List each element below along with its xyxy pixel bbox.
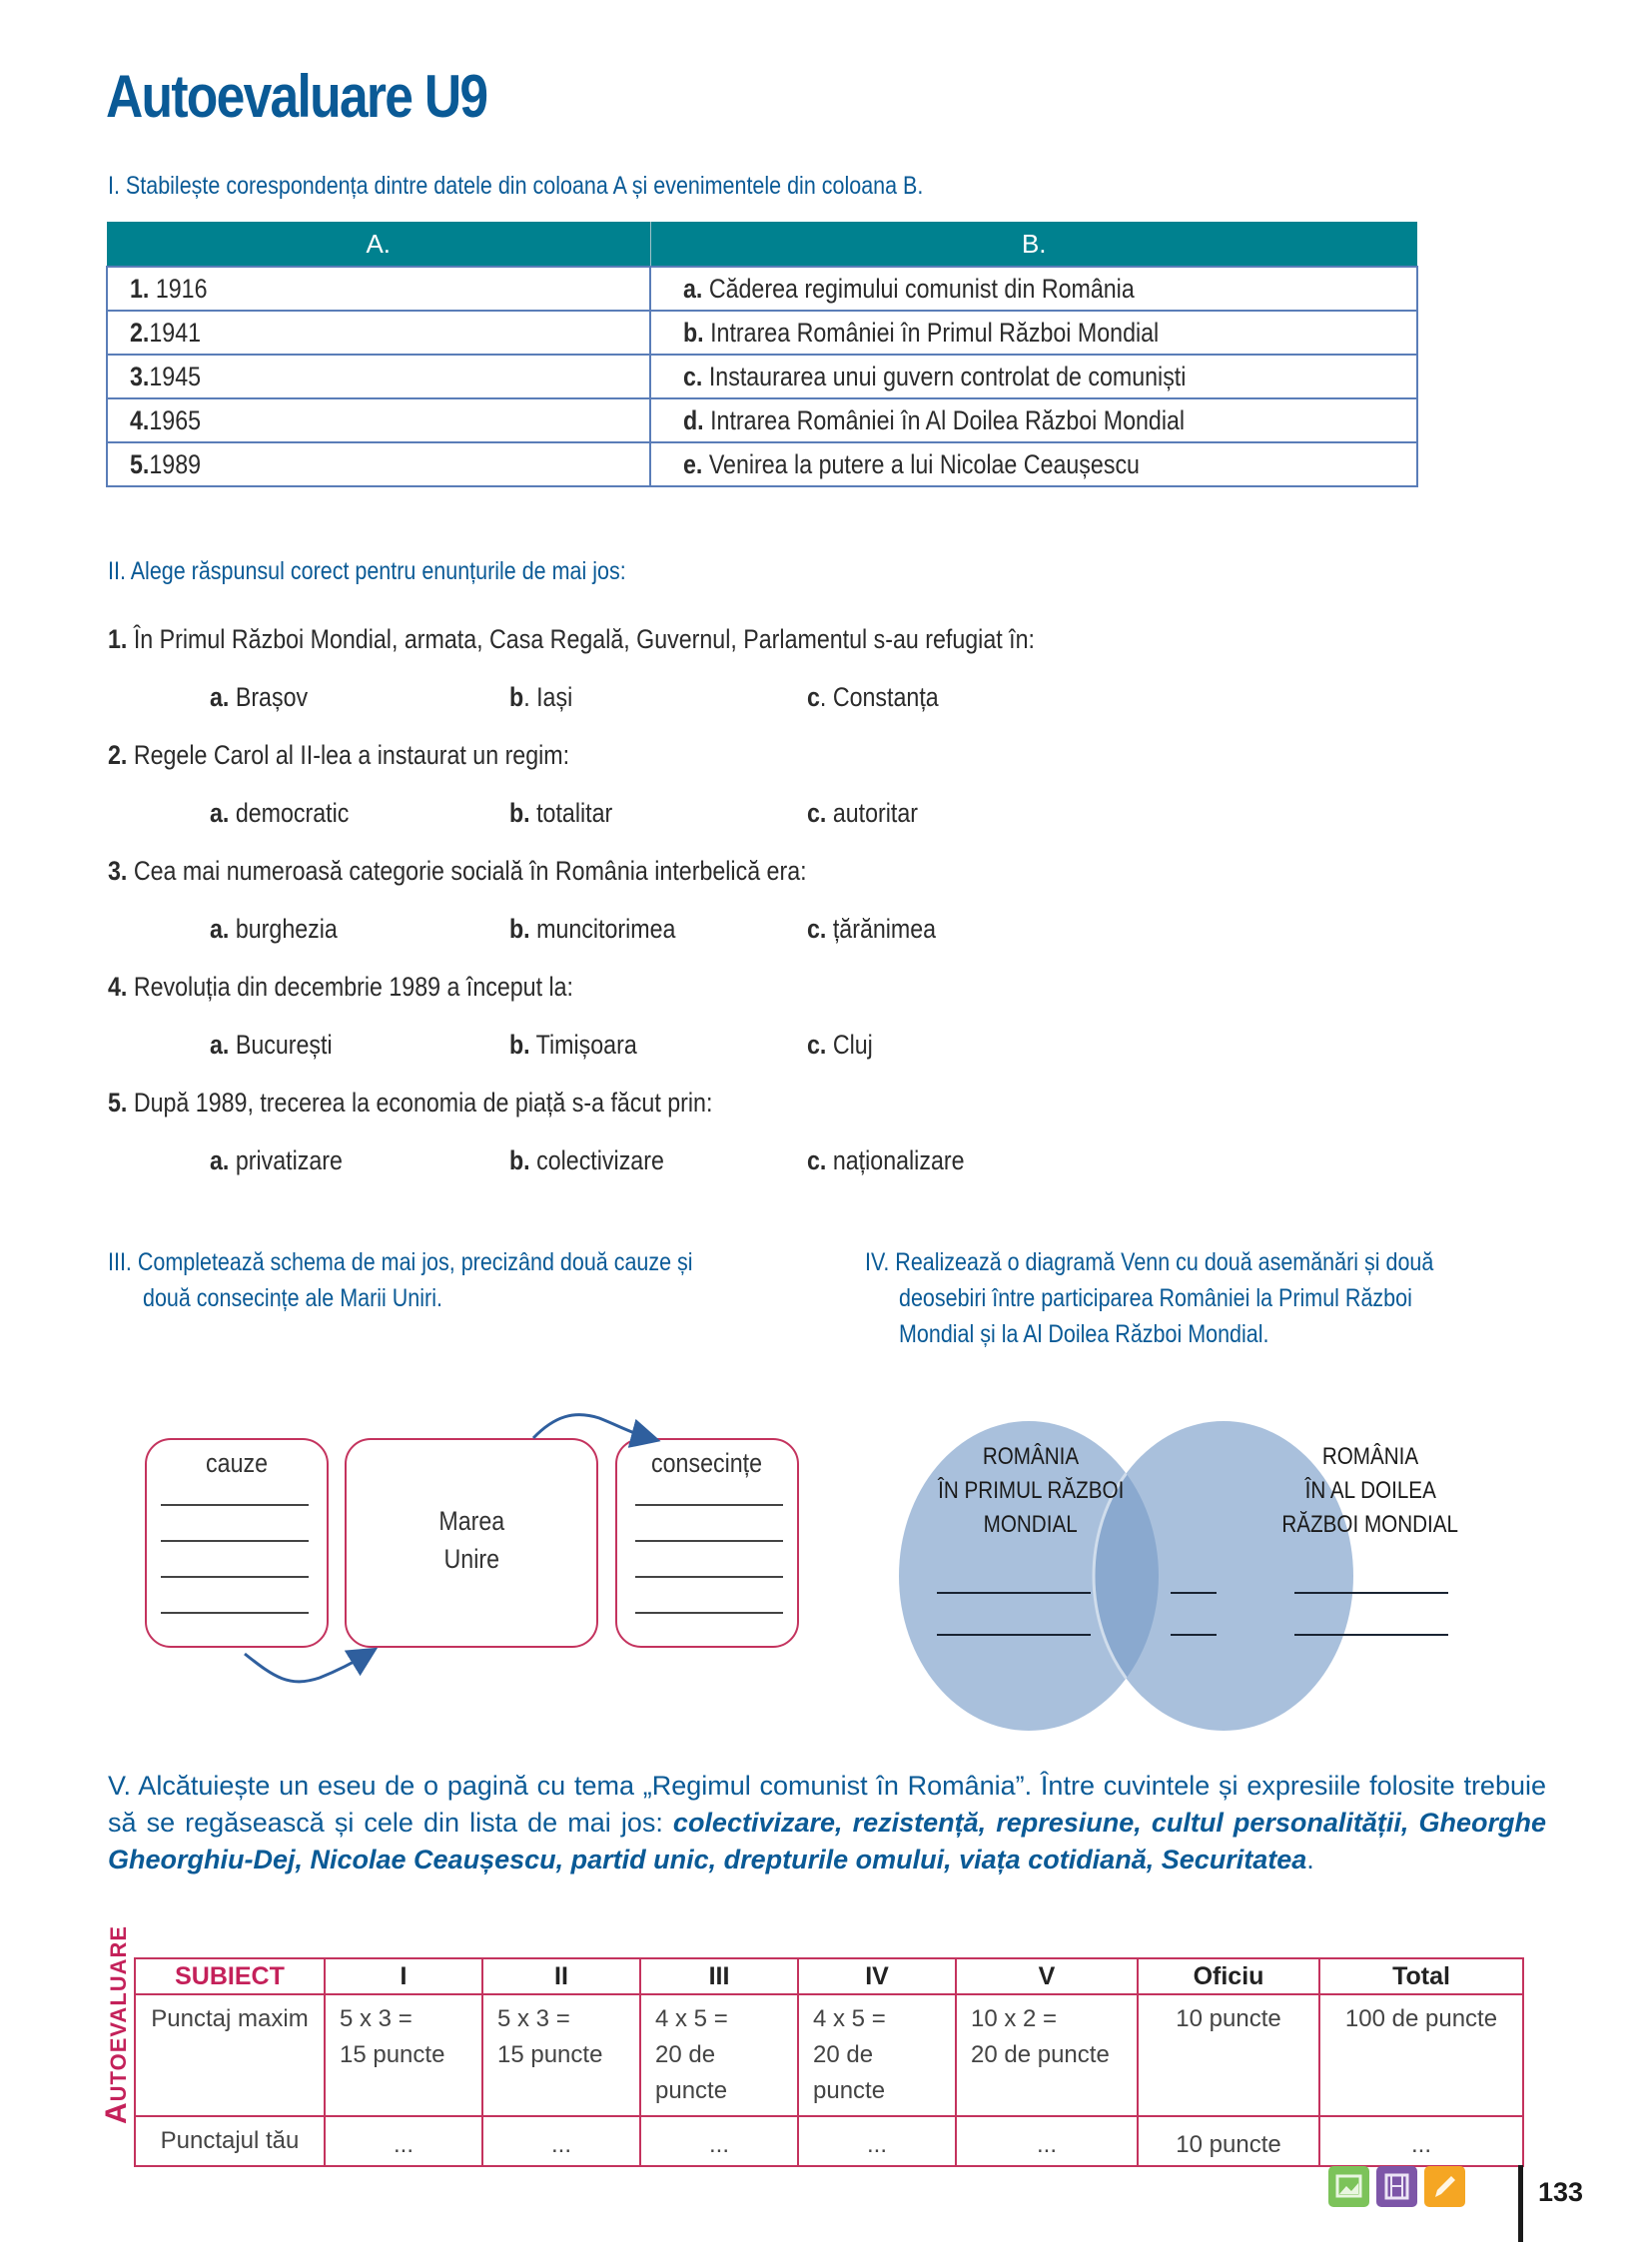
consequences-label: consecințe <box>651 1448 763 1478</box>
question-3: 3. Cea mai numeroasă categorie socială în România interbelică era: <box>108 856 807 886</box>
venn-right-label: ROMÂNIA ÎN AL DOILEA RĂZBOI MONDIAL <box>1281 1443 1459 1538</box>
question-4: 4. Revoluția din decembrie 1989 a început la: <box>108 972 574 1002</box>
score-table <box>134 1957 1524 2167</box>
page-number-divider <box>1518 2165 1523 2242</box>
column-a-header: A. <box>107 222 650 267</box>
venn-right-answer-line[interactable] <box>1294 1592 1448 1594</box>
great-union-label-line-2: Unire <box>443 1544 499 1574</box>
header-v: V <box>956 1958 1138 1994</box>
header-i: I <box>325 1958 482 1994</box>
question-3-option-b[interactable]: b. muncitorimea <box>509 914 676 944</box>
header-subject: SUBIECT <box>135 1958 325 1994</box>
row-label: Punctajul tău <box>135 2116 325 2166</box>
year: 1989 <box>149 448 202 479</box>
year: 1941 <box>149 317 202 348</box>
your-score-cell[interactable]: ... <box>482 2116 640 2166</box>
page-title: Autoevaluare U9 <box>106 63 487 130</box>
venn-common-answer-line[interactable] <box>1171 1634 1217 1636</box>
essay-intro: V. Alcătuiește un eseu de o pagină cu tema „Regimul comunist în România”. Între cuvintele și expresiile folosite trebuie să se regăsească și cele din lista de mai jos: <box>108 1771 1546 1838</box>
question-1: 1. În Primul Război Mondial, armata, Casa Regală, Guvernul, Parlamentul s-au refugiat în: <box>108 624 1035 654</box>
your-score-cell[interactable]: ... <box>325 2116 482 2166</box>
row-label: Punctaj maxim <box>135 1994 325 2116</box>
section-2-heading: II. Alege răspunsul corect pentru enunțurile de mai jos: <box>108 557 626 585</box>
section-3-heading-line-1: III. Completează schema de mai jos, precizând două cauze și <box>108 1248 693 1276</box>
your-score-cell[interactable]: ... <box>956 2116 1138 2166</box>
year: 1965 <box>149 404 202 435</box>
event-text: Căderea regimului comunist din România <box>708 273 1135 304</box>
section-1-heading: I. Stabilește corespondența dintre datele din coloana A și evenimentele din coloana B. <box>108 172 924 200</box>
max-score-cell: 4 x 5 = 20 de puncte <box>798 1994 956 2116</box>
section-4-heading-line-2: deosebiri între participarea României la Primul Război <box>899 1284 1412 1312</box>
causes-label: cauze <box>206 1448 268 1478</box>
section-3-heading-line-2: două consecințe ale Marii Uniri. <box>143 1284 442 1312</box>
question-2-option-c[interactable]: c. autoritar <box>807 798 919 828</box>
arrow-causes-to-union <box>245 1654 368 1682</box>
year: 1916 <box>155 273 208 304</box>
max-score-cell: 4 x 5 = 20 de puncte <box>640 1994 798 2116</box>
event-letter: e. <box>683 448 703 479</box>
event-text: Venirea la putere a lui Nicolae Ceaușescu <box>708 448 1140 479</box>
header-total: Total <box>1319 1958 1523 1994</box>
self-evaluation-side-label: AUTOEVALUARE <box>100 1924 133 2124</box>
section-4-heading-line-1: IV. Realizează o diagramă Venn cu două asemănări și două <box>865 1248 1434 1276</box>
image-icon[interactable] <box>1328 2166 1369 2207</box>
question-1-option-b[interactable]: b. Iași <box>509 682 573 712</box>
question-5-option-a[interactable]: a. privatizare <box>210 1145 343 1175</box>
header-iv: IV <box>798 1958 956 1994</box>
question-4-option-a[interactable]: a. București <box>210 1030 333 1060</box>
max-score-cell: 100 de puncte <box>1319 1994 1523 2116</box>
venn-left-answer-line[interactable] <box>937 1634 1091 1636</box>
your-score-cell[interactable]: ... <box>640 2116 798 2166</box>
venn-left-label: ROMÂNIA ÎN PRIMUL RĂZBOI MONDIAL <box>937 1443 1125 1538</box>
year: 1945 <box>149 361 202 391</box>
question-1-option-c[interactable]: c. Constanța <box>807 682 939 712</box>
venn-left-answer-line[interactable] <box>937 1592 1091 1594</box>
question-1-option-a[interactable]: a. Brașov <box>210 682 309 712</box>
your-score-row <box>135 2116 1523 2166</box>
venn-right-answer-line[interactable] <box>1294 1634 1448 1636</box>
question-4-option-c[interactable]: c. Cluj <box>807 1030 873 1060</box>
great-union-label-line-1: Marea <box>438 1506 504 1536</box>
question-2: 2. Regele Carol al II-lea a instaurat un regim: <box>108 740 570 770</box>
question-3-option-a[interactable]: a. burghezia <box>210 914 338 944</box>
question-2-option-a[interactable]: a. democratic <box>210 798 350 828</box>
your-score-cell: 10 puncte <box>1138 2116 1319 2166</box>
row-number: 3. <box>130 361 150 391</box>
video-icon[interactable] <box>1376 2166 1417 2207</box>
column-b-header: B. <box>650 222 1417 267</box>
event-letter: b. <box>683 317 704 348</box>
row-number: 4. <box>130 404 150 435</box>
page-number: 133 <box>1538 2177 1584 2207</box>
row-number: 2. <box>130 317 150 348</box>
question-5-option-b[interactable]: b. colectivizare <box>509 1145 664 1175</box>
max-score-cell: 5 x 3 = 15 puncte <box>325 1994 482 2116</box>
venn-common-answer-line[interactable] <box>1171 1592 1217 1594</box>
header-ii: II <box>482 1958 640 1994</box>
row-number: 5. <box>130 448 150 479</box>
essay-keywords: colectivizare, rezistență, represiune, cultul personalității, Gheorghe Gheorghiu-Dej, Nicolae Ceaușescu, partid unic, drepturile omului, viața cotidiană, Securitatea <box>108 1808 1547 1874</box>
your-score-cell[interactable]: ... <box>1319 2116 1523 2166</box>
max-score-cell: 10 puncte <box>1138 1994 1319 2116</box>
max-score-cell: 10 x 2 = 20 de puncte <box>956 1994 1138 2116</box>
section-4-heading-line-3: Mondial și la Al Doilea Război Mondial. <box>899 1320 1269 1348</box>
header-iii: III <box>640 1958 798 1994</box>
row-number: 1. <box>130 273 150 304</box>
your-score-cell[interactable]: ... <box>798 2116 956 2166</box>
pencil-icon[interactable] <box>1424 2166 1465 2207</box>
event-text: Intrarea României în Primul Război Mondial <box>710 317 1160 348</box>
event-letter: d. <box>683 404 704 435</box>
arrow-union-to-consequences <box>533 1415 649 1438</box>
section-5-essay-prompt: V. Alcătuiește un eseu de o pagină cu tema „Regimul comunist în România”. Între cuvintele și expresiile folosite trebuie să se regăsească și cele din lista de mai jos: colectivizare, rezistență, represiune, cultul personalității, Gheorghe Gheorghiu-Dej, Nicolae Ceaușescu, partid unic, drepturile omului, viața cotidiană, Securitatea. <box>108 1771 1547 1874</box>
event-letter: c. <box>683 361 703 391</box>
question-2-option-b[interactable]: b. totalitar <box>509 798 613 828</box>
max-score-cell: 5 x 3 = 15 puncte <box>482 1994 640 2116</box>
event-text: Instaurarea unui guvern controlat de comuniști <box>708 361 1187 391</box>
max-score-row <box>135 1994 1523 2116</box>
event-letter: a. <box>683 273 703 304</box>
question-5: 5. După 1989, trecerea la economia de piață s-a făcut prin: <box>108 1088 713 1118</box>
question-4-option-b[interactable]: b. Timișoara <box>509 1030 637 1060</box>
question-5-option-c[interactable]: c. naționalizare <box>807 1145 965 1175</box>
question-3-option-c[interactable]: c. țărănimea <box>807 914 937 944</box>
event-text: Intrarea României în Al Doilea Război Mondial <box>710 404 1186 435</box>
header-oficiu: Oficiu <box>1138 1958 1319 1994</box>
